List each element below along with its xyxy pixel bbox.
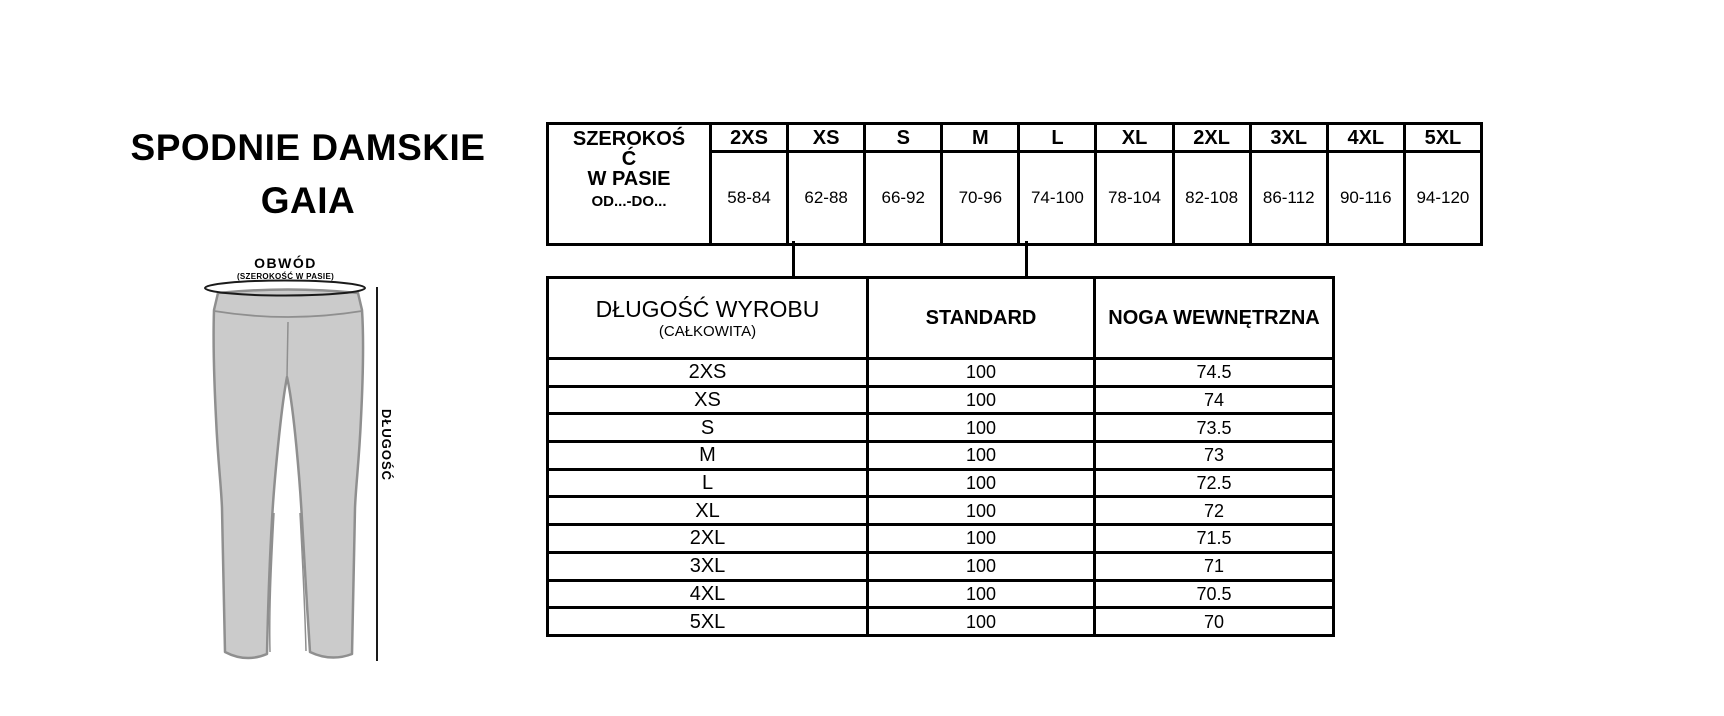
page-title-line1: SPODNIE DAMSKIE xyxy=(130,127,486,168)
waist-header-line3: W PASIE xyxy=(587,168,671,190)
row-size: XS xyxy=(548,386,868,414)
waist-measure-label: OBWÓD xyxy=(254,255,317,271)
row-standard: 100 xyxy=(868,497,1095,525)
waist-range-cell: 94-120 xyxy=(1404,152,1481,245)
length-col1-title: DŁUGOŚĆ WYROBU xyxy=(595,295,820,322)
row-inner-leg: 71.5 xyxy=(1095,525,1334,553)
center-seam-line xyxy=(287,322,288,377)
waist-range-cell: 70-96 xyxy=(942,152,1019,245)
waist-width-header-cell xyxy=(548,124,711,245)
row-size: L xyxy=(548,469,868,497)
length-col1-header xyxy=(548,278,868,359)
waist-header-line2: Ć xyxy=(621,148,637,170)
length-table-row xyxy=(548,414,1334,442)
waist-range-cell: 66-92 xyxy=(865,152,942,245)
row-inner-leg: 74.5 xyxy=(1095,359,1334,387)
length-table-row xyxy=(548,359,1334,387)
row-inner-leg: 70 xyxy=(1095,608,1334,636)
length-col3-header: NOGA WEWNĘTRZNA xyxy=(1095,278,1334,359)
row-inner-leg: 74 xyxy=(1095,386,1334,414)
table-connector-line xyxy=(1025,241,1028,279)
row-size: 2XS xyxy=(548,359,868,387)
row-inner-leg: 70.5 xyxy=(1095,580,1334,608)
length-table-row xyxy=(548,580,1334,608)
size-col-header: 4XL xyxy=(1327,124,1404,152)
waist-range-cell: 58-84 xyxy=(711,152,788,245)
waist-range-cell: 86-112 xyxy=(1250,152,1327,245)
product-length-table xyxy=(546,276,1335,637)
row-inner-leg: 71 xyxy=(1095,552,1334,580)
size-col-header: XL xyxy=(1096,124,1173,152)
row-size: 4XL xyxy=(548,580,868,608)
length-table-header-row xyxy=(548,278,1334,359)
row-inner-leg: 73.5 xyxy=(1095,414,1334,442)
row-size: 5XL xyxy=(548,608,868,636)
table-connector-line xyxy=(792,241,795,279)
row-standard: 100 xyxy=(868,414,1095,442)
waist-range-cell: 62-88 xyxy=(788,152,865,245)
waist-range-cell: 82-108 xyxy=(1173,152,1250,245)
row-standard: 100 xyxy=(868,359,1095,387)
pants-diagram-graphic xyxy=(170,278,400,670)
size-col-header: S xyxy=(865,124,942,152)
waist-header-line1: SZEROKOŚ xyxy=(572,128,686,150)
size-label-row xyxy=(548,124,1482,152)
length-table-row xyxy=(548,525,1334,553)
row-standard: 100 xyxy=(868,386,1095,414)
row-size: 2XL xyxy=(548,525,868,553)
page-title-line2: GAIA xyxy=(260,180,356,221)
row-standard: 100 xyxy=(868,608,1095,636)
row-standard: 100 xyxy=(868,580,1095,608)
row-standard: 100 xyxy=(868,525,1095,553)
length-col2-header: STANDARD xyxy=(868,278,1095,359)
waist-range-cell: 90-116 xyxy=(1327,152,1404,245)
length-col1-subtitle: (CAŁKOWITA) xyxy=(658,322,757,340)
size-col-header: 2XL xyxy=(1173,124,1250,152)
length-table-row xyxy=(548,442,1334,470)
size-col-header: L xyxy=(1019,124,1096,152)
row-inner-leg: 72.5 xyxy=(1095,469,1334,497)
row-size: S xyxy=(548,414,868,442)
length-table-row xyxy=(548,469,1334,497)
length-table-row xyxy=(548,608,1334,636)
size-col-header: M xyxy=(942,124,1019,152)
waist-header-range-hint: OD...-DO... xyxy=(591,193,667,210)
size-col-header: 3XL xyxy=(1250,124,1327,152)
row-size: XL xyxy=(548,497,868,525)
row-standard: 100 xyxy=(868,442,1095,470)
waist-width-table xyxy=(546,122,1483,246)
length-table-row xyxy=(548,497,1334,525)
row-standard: 100 xyxy=(868,469,1095,497)
waist-measure-sublabel: (SZEROKOŚĆ W PASIE) xyxy=(236,272,335,281)
row-inner-leg: 73 xyxy=(1095,442,1334,470)
row-standard: 100 xyxy=(868,552,1095,580)
size-col-header: XS xyxy=(788,124,865,152)
length-measure-label: DŁUGOŚĆ xyxy=(379,409,394,481)
page-title xyxy=(96,121,520,227)
length-table-row xyxy=(548,386,1334,414)
row-size: M xyxy=(548,442,868,470)
row-inner-leg: 72 xyxy=(1095,497,1334,525)
size-col-header: 2XS xyxy=(711,124,788,152)
length-table-row xyxy=(548,552,1334,580)
waist-range-cell: 78-104 xyxy=(1096,152,1173,245)
pants-body-shape xyxy=(214,290,363,659)
waist-range-cell: 74-100 xyxy=(1019,152,1096,245)
size-col-header: 5XL xyxy=(1404,124,1481,152)
row-size: 3XL xyxy=(548,552,868,580)
